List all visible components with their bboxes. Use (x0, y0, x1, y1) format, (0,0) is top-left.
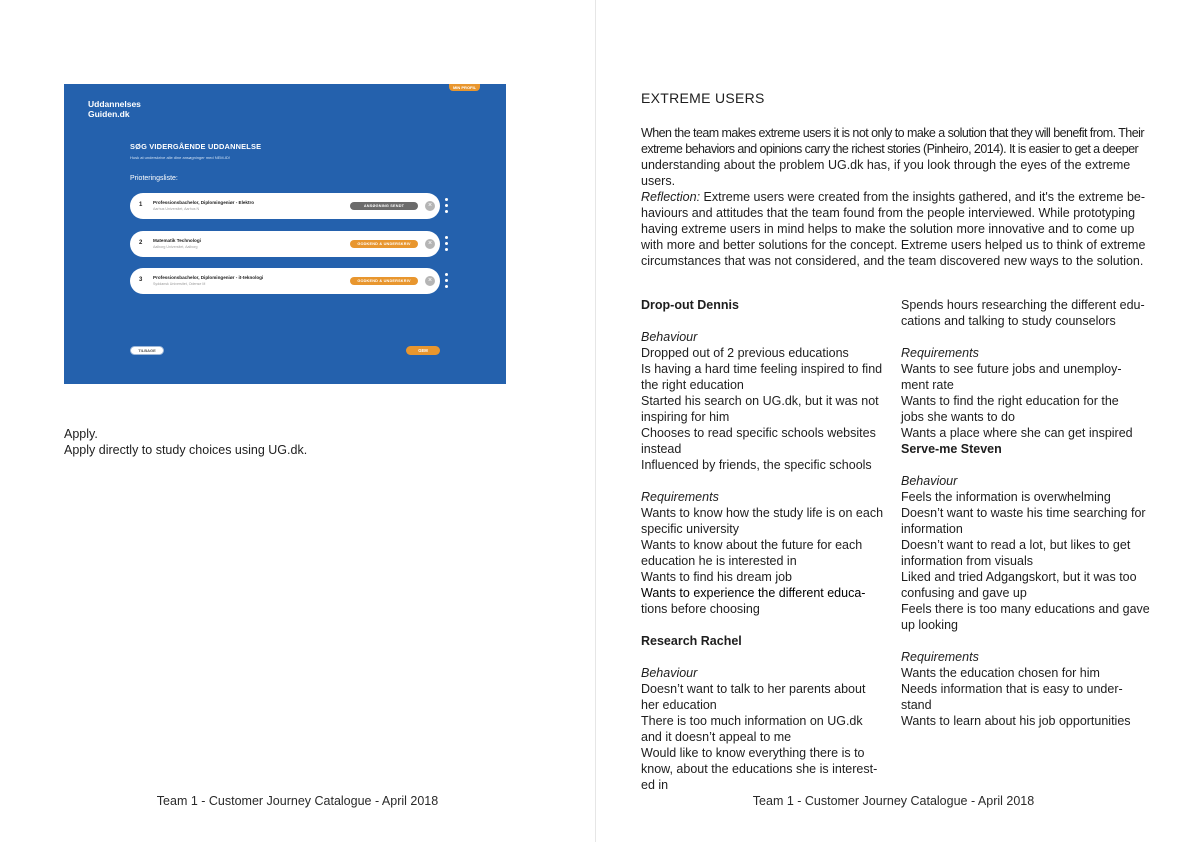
list-item: Doesn’t want to read a lot, but likes to get (901, 538, 1131, 552)
list-item: and it doesn’t appeal to me (641, 730, 792, 744)
priority-row[interactable] (130, 268, 440, 294)
list-item: Wants a place where she can get inspired (901, 426, 1133, 440)
logo-line-2: Guiden.dk (88, 109, 130, 119)
intro-paragraph (641, 125, 1151, 189)
list-item: education he is interested in (641, 554, 797, 568)
list-item: inspiring for him (641, 410, 730, 424)
education-name: Professionsbachelor, Diplomingeniør - Elektro (153, 200, 255, 205)
caption-text: Apply directly to study choices using UG.dk. (64, 443, 308, 457)
requirements-heading: Requirements (901, 346, 979, 360)
priority-number: 2 (139, 240, 143, 246)
persona-name: Drop-out Dennis (641, 298, 739, 312)
education-name: Matematik Technologi (153, 238, 201, 243)
section-heading: EXTREME USERS (641, 90, 765, 106)
reflection-line: having extreme users in mind helps to make the solution more innovative and to come up (641, 222, 1135, 236)
profile-button[interactable]: MIN PROFIL (449, 84, 480, 91)
behaviour-heading: Behaviour (641, 666, 698, 680)
intro-line: extreme behaviors and opinions carry the richest stories (Pinheiro, 2014). It is easier to get a deeper (641, 142, 1139, 156)
back-button[interactable]: TILBAGE (130, 346, 164, 355)
list-item: instead (641, 442, 682, 456)
list-item: Chooses to read specific schools websites (641, 426, 876, 440)
list-item: cations and talking to study counselors (901, 314, 1116, 328)
reflection-line: Extreme users were created from the insights gathered, and it's the extreme be- (700, 190, 1146, 204)
drag-handle-icon[interactable] (445, 236, 448, 252)
requirements-heading: Requirements (641, 490, 719, 504)
list-item: Liked and tried Adgangskort, but it was too (901, 570, 1137, 584)
approve-sign-button[interactable]: GODKEND & UNDERSKRIV (350, 277, 418, 285)
priority-number: 1 (139, 202, 143, 208)
education-place: Aalborg Universitet, Aalborg (153, 245, 198, 249)
list-item: specific university (641, 522, 739, 536)
list-item: confusing and gave up (901, 586, 1027, 600)
list-item: Wants the education chosen for him (901, 666, 1100, 680)
list-item: Influenced by friends, the specific schools (641, 458, 872, 472)
list-item: Wants to know how the study life is on each (641, 506, 884, 520)
education-place: Aarhus Universitet, Aarhus N (153, 207, 200, 211)
page-footer: Team 1 - Customer Journey Catalogue - April 2018 (156, 794, 439, 808)
intro-line: When the team makes extreme users it is not only to make a solution that they will benefit from. Their (641, 126, 1144, 140)
list-item: Doesn’t want to waste his time searching for (901, 506, 1146, 520)
right-page (596, 0, 1191, 842)
page-footer: Team 1 - Customer Journey Catalogue - April 2018 (752, 794, 1035, 808)
list-item: Spends hours researching the different edu- (901, 298, 1145, 312)
behaviour-heading: Behaviour (901, 474, 958, 488)
behaviour-heading: Behaviour (641, 330, 698, 344)
list-item: jobs she wants to do (901, 410, 1015, 424)
logo-line-1: Uddannelses (88, 99, 141, 109)
list-item: stand (901, 698, 932, 712)
priority-row[interactable] (130, 193, 440, 219)
education-name: Professionsbachelor, Diplomingeniør - it-teknologi (153, 275, 264, 280)
list-item: know, about the educations she is interest- (641, 762, 878, 776)
list-item: Doesn’t want to talk to her parents about (641, 682, 866, 696)
drag-handle-icon[interactable] (445, 273, 448, 289)
list-item: Wants to know about the future for each (641, 538, 863, 552)
list-item: information from visuals (901, 554, 1033, 568)
list-item: up looking (901, 618, 958, 632)
remove-icon[interactable]: × (425, 239, 435, 249)
priority-list-label: Prioteringsliste: (130, 175, 178, 182)
figure-caption (64, 426, 307, 458)
reflection-line: with more and better solutions for the concept. Extreme users helped us to think of extreme (641, 238, 1146, 252)
save-button[interactable]: GEM (406, 346, 440, 355)
persona-name: Research Rachel (641, 634, 742, 648)
remove-icon[interactable]: × (425, 276, 435, 286)
intro-line: understanding about the problem UG.dk has, if you look through the eyes of the extreme users. (641, 158, 1131, 188)
approve-sign-button[interactable]: GODKEND & UNDERSKRIV (350, 240, 418, 248)
mockup-subtitle: Husk at underskrive alle dine ansøgninger med NEM-ID! (130, 155, 231, 160)
priority-number: 3 (139, 277, 143, 283)
list-item: Wants to experience the different educa- (641, 586, 866, 600)
list-item: the right education (641, 378, 744, 392)
reflection-line: haviours and attitudes that the team found from the people interviewed. While prototyping (641, 206, 1136, 220)
drag-handle-icon[interactable] (445, 198, 448, 214)
requirements-heading: Requirements (901, 650, 979, 664)
list-item: Is having a hard time feeling inspired to find (641, 362, 883, 376)
list-item: Feels the information is overwhelming (901, 490, 1111, 504)
list-item: Wants to learn about his job opportunities (901, 714, 1131, 728)
list-item: Feels there is too many educations and gave (901, 602, 1150, 616)
left-page (0, 0, 595, 842)
persona-name: Serve-me Steven (901, 442, 1002, 456)
site-logo[interactable] (88, 99, 168, 119)
ugdk-apply-screenshot (64, 84, 506, 384)
list-item: Wants to find the right education for the (901, 394, 1119, 408)
reflection-paragraph (641, 189, 1151, 269)
education-place: Syddansk Universitet, Odense M (153, 282, 206, 286)
list-item: her education (641, 698, 717, 712)
list-item: There is too much information on UG.dk (641, 714, 863, 728)
persona-column-right (901, 297, 1151, 729)
status-badge: ANSØGNING SENDT (350, 202, 418, 210)
priority-row[interactable] (130, 231, 440, 257)
reflection-label: Reflection: (641, 190, 701, 204)
list-item: Would like to know everything there is to (641, 746, 865, 760)
caption-title: Apply. (64, 427, 98, 441)
list-item: tions before choosing (641, 602, 760, 616)
list-item: Wants to see future jobs and unemploy- (901, 362, 1122, 376)
list-item: ment rate (901, 378, 954, 392)
mockup-page-title: SØG VIDERGÅENDE UDDANNELSE (130, 142, 262, 151)
remove-icon[interactable]: × (425, 201, 435, 211)
list-item: information (901, 522, 963, 536)
list-item: Wants to find his dream job (641, 570, 792, 584)
list-item: Needs information that is easy to under- (901, 682, 1123, 696)
reflection-line: circumstances that was not considered, and the team discovered new ways to the solution. (641, 254, 1144, 268)
list-item: Dropped out of 2 previous educations (641, 346, 849, 360)
persona-column-left (641, 297, 891, 793)
list-item: Started his search on UG.dk, but it was not (641, 394, 879, 408)
list-item: ed in (641, 778, 669, 792)
